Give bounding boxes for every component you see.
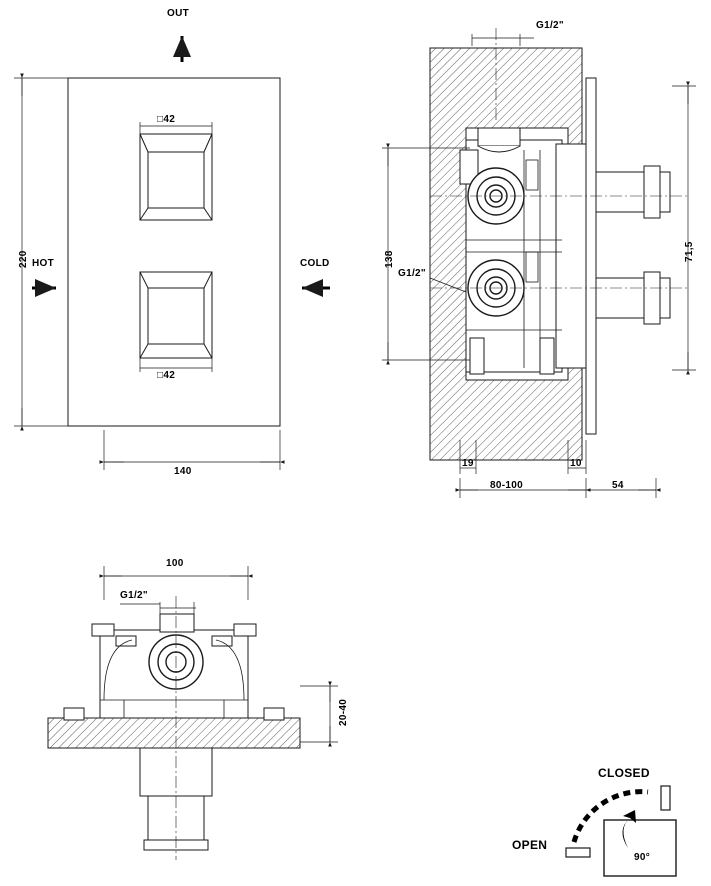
dim-80-100: 80-100 [490,480,523,491]
dim-100: 100 [166,558,184,569]
top-section-geometry [48,596,300,860]
dim-thread-left: G1/2" [398,268,426,279]
side-section-geometry [430,28,690,460]
dim-width-140: 140 [174,466,192,477]
legend-closed-label: CLOSED [598,766,650,780]
out-label: OUT [167,8,190,19]
legend-open-label: OPEN [512,838,548,852]
dim-20-40: 20-40 [338,698,349,726]
dim-138: 138 [384,250,395,268]
front-view-dimensions [14,78,280,470]
dim-10: 10 [570,458,582,469]
dim-71-5: 71,5 [684,241,695,262]
dim-handle-top-42: □42 [157,114,176,125]
dim-handle-bottom-42: □42 [157,370,176,381]
dim-thread-top: G1/2" [536,20,564,31]
dim-height-220: 220 [18,250,29,268]
hot-label: HOT [32,258,55,269]
dim-thread-top-view: G1/2" [120,590,148,601]
dim-54: 54 [612,480,624,491]
legend-angle-label: 90° [634,852,651,863]
dim-19: 19 [462,458,474,469]
cold-label: COLD [300,258,330,269]
legend-geometry [566,786,676,876]
